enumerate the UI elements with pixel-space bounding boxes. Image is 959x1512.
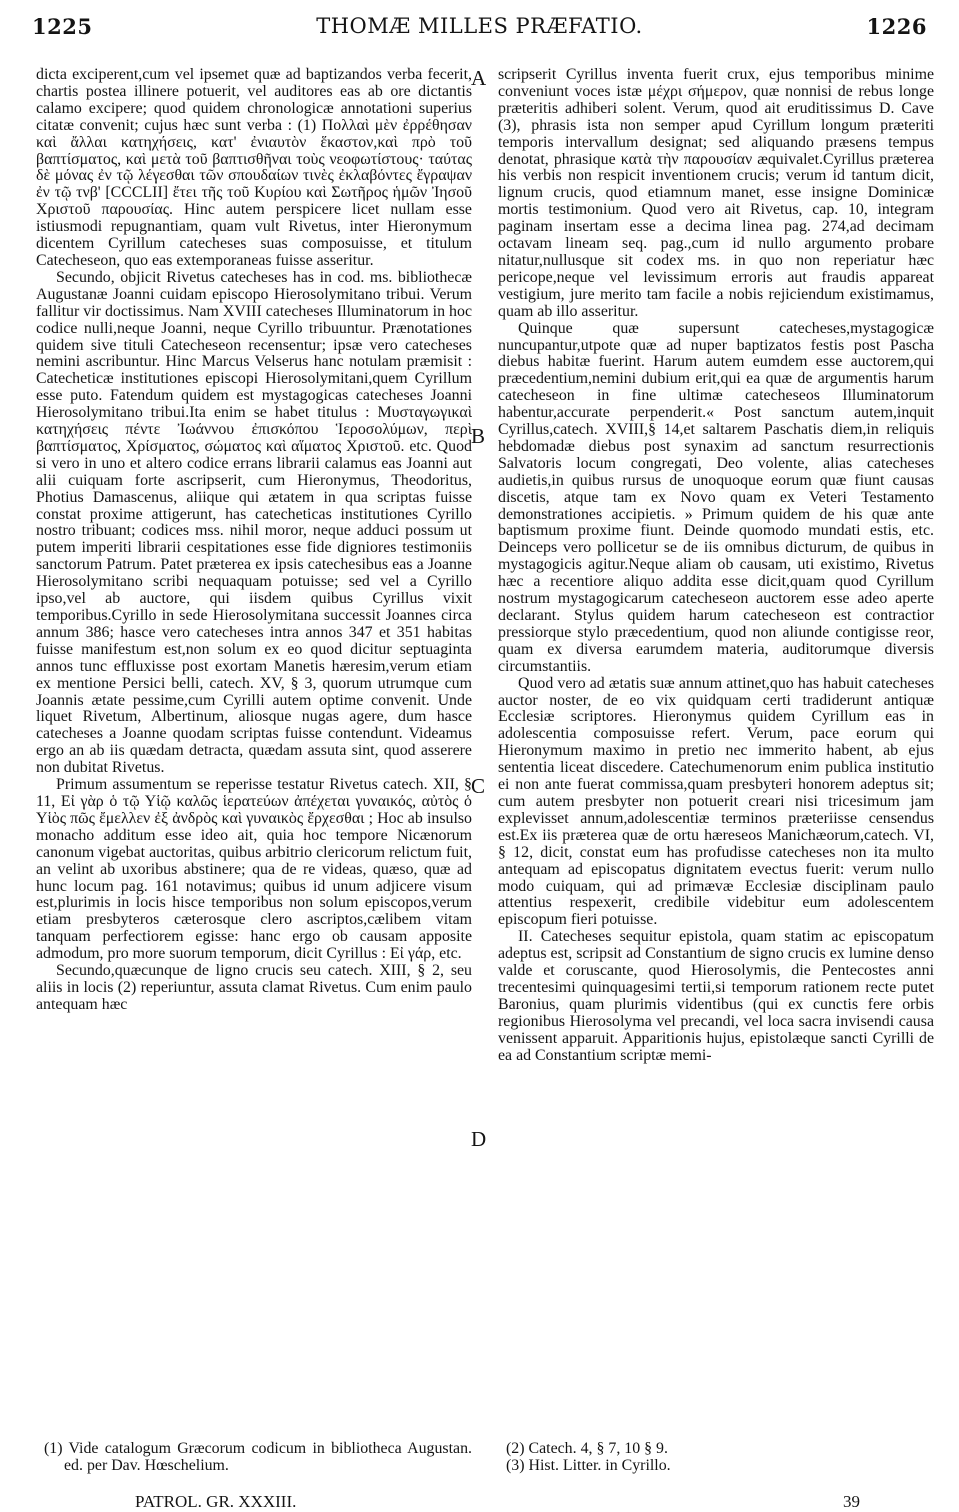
paragraph: Secundo,quæcunque de ligno crucis seu catech. XIII, § 2, seu aliis in locis (2) reperiuntur, assuta clamat Rivetus. Cum enim paulo antequam hæc xyxy=(36,962,472,1013)
page-number-left: 1225 xyxy=(32,14,93,39)
footnotes-left xyxy=(36,1440,472,1474)
page-number-right: 1226 xyxy=(866,14,927,39)
signature-number: 39 xyxy=(843,1492,860,1511)
footnote: (1) Vide catalogum Græcorum codicum in bibliotheca Augustan. ed. per Dav. Hœschelium. xyxy=(44,1440,472,1474)
margin-marker-d: D xyxy=(471,1127,487,1151)
signature-mark: PATROL. GR. XXXIII. xyxy=(135,1492,297,1511)
paragraph: dicta exciperent,cum vel ipsemet quæ ad baptizandos verba fecerit, chartis postea illinere potuerit, vel auditores eas ab ore dictantis calamo excipere; quod quidem chronologicæ annotationi superius citatæ convenit; cujus hæc sunt verba : (1) Πολλαὶ μὲν ἐρρέθησαν καὶ ἄλλαι κατηχήσεις, κατ' ἐνιαυτὸν ἕκαστον,καὶ πρὸ τοῦ βαπτίσματος, καὶ μετὰ τοῦ βαπτισθῆναι τοὺς νεοφωτίστους· ταύτας δὲ μόνας ἐν τῷ λέγεσθαι τῶν σπουδαίων τινὲς ἐκλαβόντες ἔγραψαν ἐν τῷ τνβ' [CCCLII] ἔτει τῆς τοῦ Κυρίου καὶ Σωτῆρος ἡμῶν Ἰησοῦ Χριστοῦ παρουσίας. Hinc autem perspicere licet nullam esse istiusmodi repugnantiam, quam vult Rivetus, inter Hieronymum dicentem Cyrillum catecheses suas composuisse, et titulum Catecheseon, quo eas extemporaneas fuisse asseritur. xyxy=(36,67,472,269)
footnotes-right xyxy=(498,1440,934,1474)
paragraph: Secundo, objicit Rivetus catecheses has in cod. ms. bibliothecæ Augustanæ Joanni cuidam episcopo Hierosolymitano tribui. Verum fallitur vir doctissimus. Nam XVIII catecheses Illuminatorum in hoc codice nulli,neque Joanni, neque Cyrillo tribuuntur. Prænotationes quidem sive tituli Catecheseon recensentur; ipsæ vero catecheses nemini ascribuntur. Hinc Marcus Velserus hanc notulam præmisit : Catecheticæ institutiones episcopi Hierosolymitani,quem Cyrillum esse puto. Fatendum quidem est mystagogicas catecheses Joanni Hierosolymitano tribui.Ita enim se habet titulus : Μυσταγωγικαὶ κατηχήσεις πέντε Ἰωάννου ἐπισκόπου Ἱεροσολύμων, περὶ βαπτίσματος, Χρίσματος, σώματος καὶ αἵματος Χριστοῦ. etc. Quod si vero in uno et altero codice errans librarii calamus eas Joanni aut alii cuiquam forte ascripserit, cum Hieronymus, Theodoritus, Photius Damascenus, aliique qui ætatem in qua scriptas fuisse constat proxime attigerunt, has catecheticas institutiones Cyrillo nostro tribuant; codices mss. nihil moror, neque adduci possum ut putem imperiti librarii cespitationes esse fide digniores testimoniis sanctorum Patrum. Patet præterea ex ipsis catechesibus eas a Joanne Hierosolymitano scribi nequaquam potuisse; sed vel a Cyrillo ipso,vel ab auctore, qui iisdem quibus Cyrillus vixit temporibus.Cyrillo in sede Hierosolymitana successit Joannes circa annum 386; hasce vero catecheses intra annos 347 et 351 habitas fuisse manifestum est,non solum ex eo quod dicitur septuaginta annos tunc effluxisse post exortam Manetis hæresim,verum etiam ex mentione Persici belli, catech. XV, § 3, quorum utrumque cum Joannis ætate pessime,cum Cyrilli autem optime convenit. Unde liquet Rivetum, Albertinum, aliosque nugas agere, dum hasce catecheses a Joanne quodam scriptas fuisse contendunt. Videamus ergo an ab iis quædam detracta, quædam assuta sint, quod asserere non dubitat Rivetus. xyxy=(36,268,472,777)
footnote: (2) Catech. 4, § 7, 10 § 9. xyxy=(506,1440,668,1457)
margin-marker-c: C xyxy=(471,774,486,798)
left-column xyxy=(36,67,472,1435)
footnote: (3) Hist. Litter. in Cyrillo. xyxy=(506,1457,671,1474)
page-header xyxy=(28,14,931,48)
paragraph: Quod vero ad ætatis suæ annum attinet,quo has habuit catecheses auctor noster, de eo vix quidquam certi tradiderunt antiquæ Ecclesiæ scriptores. Hieronymus quidem Cyrillum eas in adolescentia composuisse refert. Verum, pace eorum qui Hieronymum maximo in pretio nec immerito habent, ab ejus sententia liceat discedere. Catechumenorum enim publica institutio ei non ante fuerat commissa,quam presbyteri honorem adeptus sit; cum autem presbyter non potuerit creari nisi tricesimum jam explevisset annum,adolescentiæ terminos præteriisse censendus est.Ex iis præterea quæ de ortu hæreseos Manichæorum,catech. VI, § 12, dicit, constat eum has profudisse catecheses non ita multo antequam ad episcopatus dignitatem evectus fuerit: verum nullo modo cuiquam, qui ad primævæ Ecclesiæ disciplinam paulo attentius respexerit, credibile videbitur eum adolescentem episcopum fieri potuisse. xyxy=(498,674,934,929)
right-column xyxy=(498,67,934,1435)
margin-marker-a: A xyxy=(471,66,487,90)
running-title: THOMÆ MILLES PRÆFATIO. xyxy=(316,14,643,38)
paragraph: II. Catecheses sequitur epistola, quam statim ac episcopatum adeptus est, scripsit ad Constantium de signo crucis ex lumine denso valde et coruscante, quod Hierosolymis, die Pentecostes anni trecentesimi quinquagesimi tertii,si temporum rationem recte putet Baronius, quam plurimis videntibus (qui ex cunctis fere orbis regionibus Hierosolyma vel precandi, vel loca sacra invisendi causa venissent apparuit. Apparitionis hujus, epistolæque sancti Cyrilli de ea ad Constantium scriptæ memi- xyxy=(498,928,934,1064)
paragraph: Quinque quæ supersunt catecheses,mystagogicæ nuncupantur,utpote quæ ad nuper baptizatos festis post Pascha diebus habitæ fuerint. Harum autem eumdem esse auctorem,qui præcedentium,nemini dubium erit,qui ea quæ de argumentis harum catecheseon in fine ultimæ catecheseos Illuminatorum habentur,accurate perpenderit.« Post sanctum autem,inquit Cyrillus,catech. XVIII,§ 14,et saltarem Paschatis diem,in reliquis hebdomadæ diebus post synaxim ad sanctum resurrectionis Salvatoris locum congregati, Deo volente, alias catecheses audietis,in quibus rursus de unoquoque eorum quæ fiunt causas discetis, atque tam ex Novo quam ex Veteri Testamento demonstrationes accipietis. » Primum quidem de his quæ ante baptismum proxime fiunt. Deinde quomodo mundati estis, etc. Deinceps vero pollicetur se de iis omnibus dicturum, de quibus in mystagogicis agitur.Neque aliam ob causam, uti existimo, Rivetus hæc a recentiore aliquo addita esse dicit,quam quod Cyrillum nostrum mystagogicarum catecheseon auctorem esse adeo aperte declarant. Stylus quidem harum catecheseon est contractior pressiorque stylo præcedentium, quod non aliunde contigisse reor, quam ex diversa earumdem materia, auditorumque diversis circumstantiis. xyxy=(498,319,934,675)
margin-marker-b: B xyxy=(471,424,486,448)
paragraph: Primum assumentum se reperisse testatur Rivetus catech. XII, § 11, Εἰ γὰρ ὁ τῷ Υἱῷ καλῶς ἱερατεύων ἀπέχεται γυναικός, αὐτὸς ὁ Υἱὸς πῶς ἔμελλεν ἐξ ἀνδρὸς καὶ γυναικὸς ἔρχεσθαι ; Hoc ab insulso monacho additum esse ideo ait, quia hoc tempore Nicænorum canonum vigebat auctoritas, quibus arbitrio clericorum relictum fuit, an velint ab uxoribus abstinere; qua de re videas, quæso, quæ ad hunc locum pag. 161 notavimus; quibus id unum adjicere visum est,plurimis in locis hisce temporibus non solum episcopos,verum etiam presbyteros cæterosque clero ascriptos,cælibem vitam tanquam perfectiorem egisse: hanc ergo ob causam apposite admodum, pro more suorum temporum, dicit Cyrillus : Εἰ γάρ, etc. xyxy=(36,776,472,963)
paragraph: scripserit Cyrillus inventa fuerit crux, ejus temporibus minime conveniunt voces istæ μέχρι σήμερον, quæ nonnisi de rebus longe præteritis adhiberi solent. Verum, quod ait eruditissimus D. Cave (3), phrasis ista non semper apud Cyrillum longum præteriti temporis intervallum designat; sed aliquando præsens tempus denotat, phrasique κατὰ τὴν παρουσίαν æquivalet.Cyrillus præterea his verbis non respicit inventionem crucis; verum id tantum dicit, lignum crucis, quod etiamnum manet, esse insigne Dominicæ mortis testimonium. Quod vero ait Rivetus, cap. 10, integram paginam insertam esse a decima linea pag. 274,ad decimam octavam lineam seq. pag.,cum id nullo argumento probare nitatur,nullusque sit codex ms. in quo non reperiatur hæc pericope,neque vel levissimum erroris aut fraudis appareat vestigium, jure merito tam facile a nobis rejiciendum existimamus, quam ab illo asseritur. xyxy=(498,67,934,320)
